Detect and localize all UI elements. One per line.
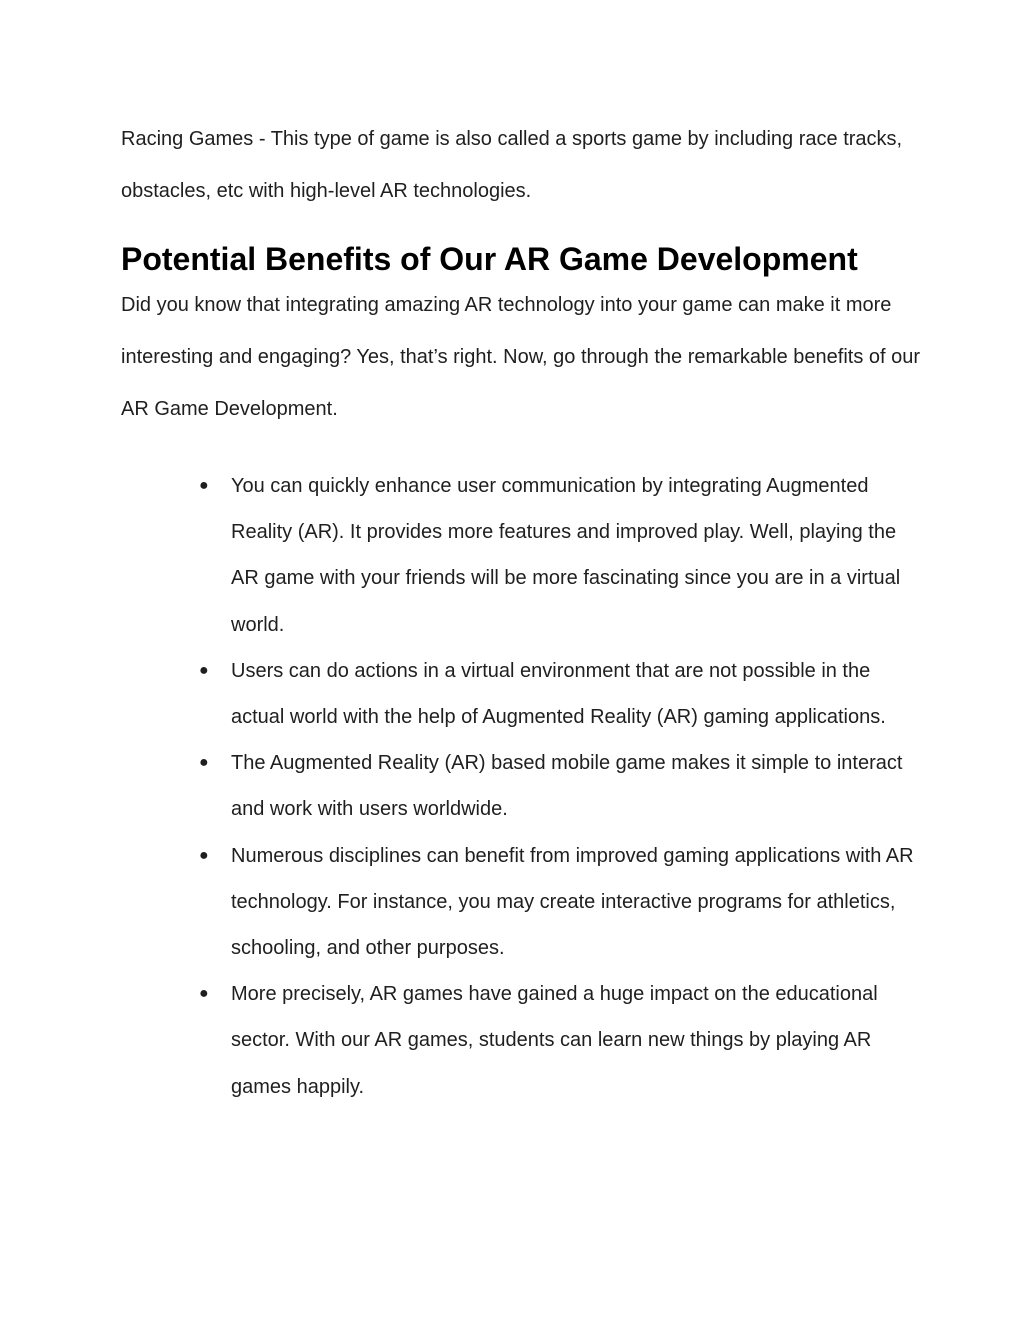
list-item-text: You can quickly enhance user communication by integrating Augmented Reality (AR). It provides more features and improved play. Well, playing the AR game with your friends will be more fascinating since you are in a virtual world. [231,475,901,636]
list-item [199,463,921,648]
list-item [199,833,921,972]
bullet-icon: ● [199,754,209,772]
list-item [199,648,921,740]
list-item-text: Numerous disciplines can benefit from improved gaming applications with AR technology. For instance, you may create interactive programs for athletics, schooling, and other purposes. [231,844,914,960]
list-item [199,971,921,1110]
bullet-icon: ● [199,477,209,494]
bullet-icon: ● [199,985,209,1003]
section-heading: Potential Benefits of Our AR Game Development [121,241,858,277]
bullet-icon: ● [199,661,209,679]
opening-paragraph: Racing Games - This type of game is also called a sports game by including race tracks, obstacles, etc with high-level AR technologies. [121,128,903,202]
list-item-text: The Augmented Reality (AR) based mobile game makes it simple to interact and work with users worldwide. [231,752,903,821]
document-body [121,113,921,1110]
intro-paragraph: Did you know that integrating amazing AR technology into your game can make it more interesting and engaging? Yes, that’s right. Now, go through the remarkable benefits of our AR Game Development. [121,294,921,420]
list-item-text: Users can do actions in a virtual environment that are not possible in the actual world with the help of Augmented Reality (AR) gaming applications. [231,659,886,729]
bullet-icon: ● [199,846,209,864]
list-item-text: More precisely, AR games have gained a huge impact on the educational sector. With our AR games, students can learn new things by playing AR games happily. [231,983,878,1098]
benefits-list [121,463,921,1110]
list-item [199,740,921,832]
